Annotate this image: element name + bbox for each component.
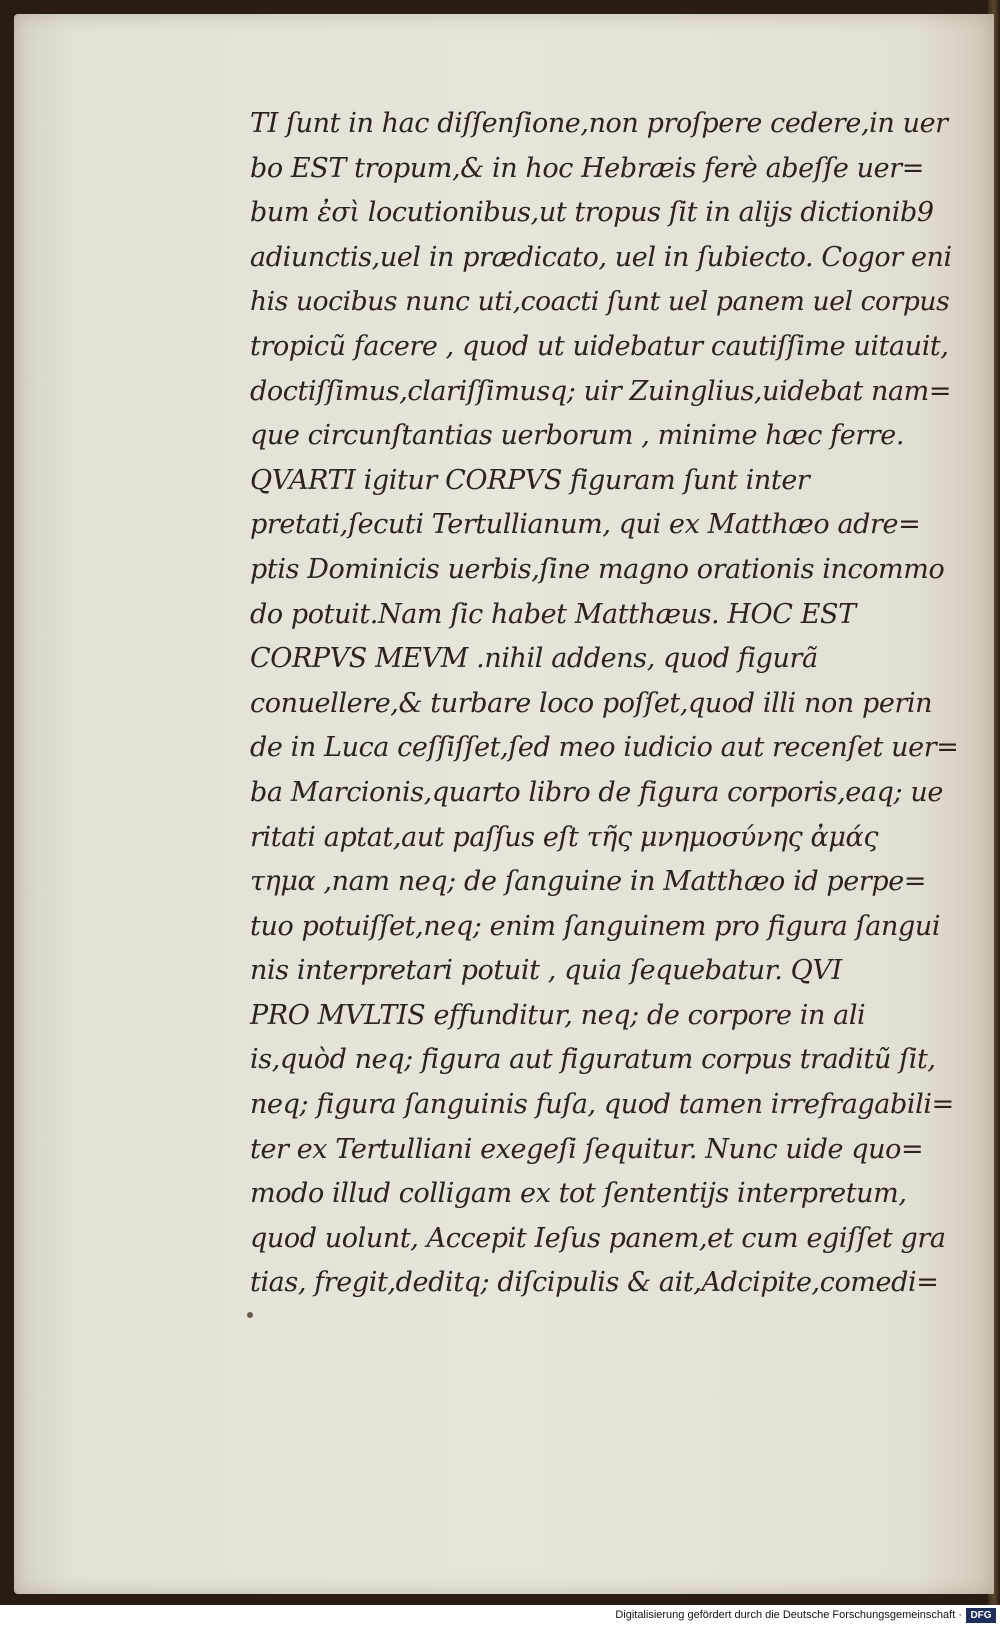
page-text (250, 102, 962, 1306)
text-line: modo illud colligam ex tot ſententijs interpretum, (250, 1178, 907, 1210)
text-line: CORPVS MEVM .nihil addens, quod figurã (250, 643, 818, 675)
text-line: tias, fregit,deditq; diſcipulis & ait,Adcipite,comedi= (250, 1267, 939, 1299)
text-line: quod uolunt, Accepit Ieſus panem,et cum egiſſet gra (250, 1222, 946, 1254)
text-line: τημα ,nam neq; de ſanguine in Matthæo id perpe= (250, 866, 927, 898)
text-line: tropicũ facere , quod ut uidebatur cautiſſime uitauit, (250, 330, 949, 362)
text-line: doctiſſimus,clariſſimusq; uir Zuinglius,uidebat nam= (250, 375, 952, 407)
funding-credit: Digitalisierung gefördert durch die Deutsche Forschungsgemeinschaft · (615, 1609, 962, 1621)
text-line: de in Luca ceſſiſſet,ſed meo iudicio aut recenſet uer= (250, 732, 959, 764)
text-line: que circunſtantias uerborum , minime hæc ferre. (250, 420, 905, 452)
text-line: PRO MVLTIS effunditur, neq; de corpore in ali (250, 999, 866, 1031)
ink-spot (247, 1312, 253, 1318)
text-line: tuo potuiſſet,neq; enim ſanguinem pro figura ſangui (250, 910, 941, 942)
text-line: QVARTI igitur CORPVS figuram ſunt inter (250, 464, 810, 496)
text-line: bo EST tropum,& in hoc Hebræis ferè abeſſe uer= (250, 152, 924, 184)
text-line: ptis Dominicis uerbis,ſine magno orationis incommo (250, 553, 945, 585)
text-line: nis interpretari potuit , quia ſequebatur. QVI (250, 955, 842, 987)
text-line: bum ἐσὶ locutionibus,ut tropus ſit in alijs dictionib9 (250, 197, 934, 229)
text-line: pretati,ſecuti Tertullianum, qui ex Matthæo adre= (250, 509, 921, 541)
text-line: do potuit.Nam ſic habet Matthæus. HOC EST (250, 598, 856, 630)
text-line: ba Marcionis,quarto libro de figura corporis,eaq; ue (250, 776, 943, 808)
text-line: adiunctis,uel in prædicato, uel in ſubiecto. Cogor eni (250, 241, 952, 273)
digitization-footer (0, 1605, 1000, 1628)
text-line: is,quòd neq; figura aut figuratum corpus traditũ ſit, (250, 1044, 936, 1076)
text-line: his uocibus nunc uti,coacti ſunt uel panem uel corpus (250, 286, 950, 318)
text-line: ritati aptat,aut paſſus eſt τῆς μνημοσύνης ἀμάς (250, 821, 879, 853)
text-line: ter ex Tertulliani exegeſi ſequitur. Nunc uide quo= (250, 1133, 924, 1165)
dfg-logo: DFG (966, 1608, 996, 1623)
text-line: neq; figura ſanguinis fuſa, quod tamen irrefragabili= (250, 1089, 954, 1121)
text-line: TI ſunt in hac diſſenſione,non proſpere cedere,in uer (250, 108, 948, 139)
text-line: conuellere,& turbare loco poſſet,quod illi non perin (250, 687, 933, 719)
